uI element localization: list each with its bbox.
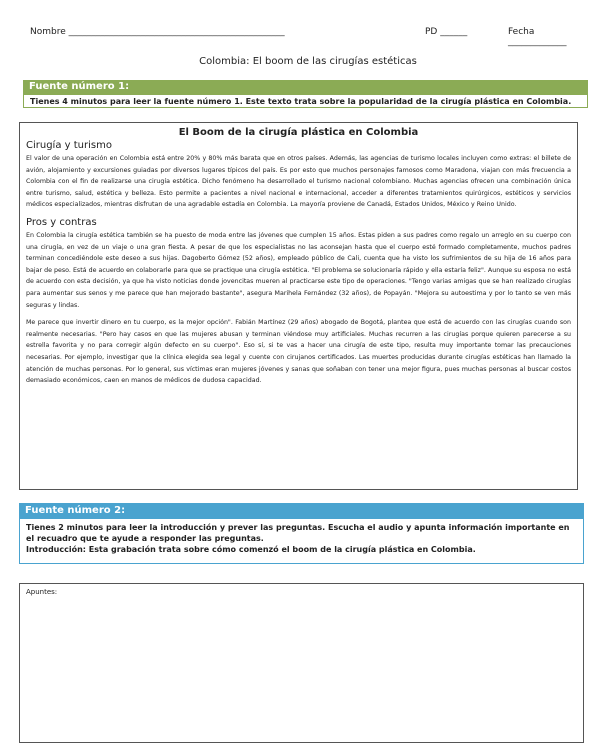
name-line: Nombre ________________________________________________: [30, 27, 285, 37]
notes-area[interactable]: [19, 583, 584, 743]
section1-text: El valor de una operación en Colombia está entre 20% y 80% más barata que en otros países. Además, las agencias de turismo locales incluyen como extras: el billete de avión, alojamiento y excursiones guiadas por diversos lugares típicos del país. Es por esto que muchos personajes famosos como Maradona, viajan con más frecuencia a Colombia con el fin de realizarse una cirugía estética. Dicho fenómeno ha desarrollado el turismo nacional colombiano. Muchas agencias ofrecen una combinación única entre turismo, salud, estética y belleza. Esto permite a pacientes a nivel nacional e internacional, acceder a diferentes tratamientos quirúrgicos, estéticos y servicios médicos especializados, mientras disfrutan de una agradable estadía en Colombia. La mayoría proviene de Canadá, Estados Unidos, México y Reino Unido.: [26, 155, 571, 209]
section2-text-continued: Me parece que invertir dinero en tu cuerpo, es la mejor opción". Fabián Martínez (29 años) abogado de Bogotá, plantea que está de acuerdo con las cirugías cuando son realmente necesarias. "Pero hay casos en que las mujeres abusan y terminan viéndose muy artificiales. Muchas recurren a las cirugías porque quieren parecerse a su estrella favorita y no para corregir algún defecto en su cuerpo". Eso sí, si te vas a hacer una cirugía de este tipo, resulta muy importante tomar las precauciones necesarias. Por ejemplo, investigar que la clínica elegida sea legal y cuente con cirujanos certificados. Las muertes producidas durante cirugías estéticas han llamado la atención de muchas personas. Por lo general, sus víctimas eran mujeres jóvenes y sanas que soñaban con tener una mejor figura, pues muchas personas al buscar costos demasiado económicos, caen en manos de médicos de dudosa capacidad.: [26, 319, 571, 385]
article-box: [19, 122, 578, 490]
source2-heading: Fuente número 2:: [19, 503, 584, 518]
section2-title: Pros y contras: [26, 216, 97, 228]
notes-label: Apuntes:: [26, 588, 58, 596]
section2-text: En Colombia la cirugía estética también se ha puesto de moda entre las jóvenes que cumplen 15 años. Estas piden a sus padres como regalo un arreglo en su cuerpo con una cirugía, en vez de un viaje o una gran fiesta. A pesar de que los especialistas no las aconsejan hasta que el cuerpo esté formado completamente, muchos padres terminan concediéndole este deseo a sus hijas. Dagoberto Gómez (52 años), empleado público de Cali, cuenta que ha visto los sufrimientos de su hija de 16 años para bajar de peso. Está de acuerdo en colaborarle para que se practique una cirugía estética. "El problema se solucionaría rápido y ella estaría feliz". Aunque su esposa no está de acuerdo con esta decisión, ya que ha visto noticias donde jovencitas mueren al practicarse este tipo de operaciones. "Tengo varias amigas que se han realizado cirugías para aumentar sus senos y me parece que han mejorado bastante", asegura Marihela Fernández (32 años), de Popayán. "Mejora su autoestima y por lo tanto se ven más seguras y lindas.: [26, 231, 571, 309]
source2-instruction: Tienes 2 minutos para leer la introducción y prever las preguntas. Escucha el audio y apunta información importante en el recuadro que te ayude a responder las preguntas.: [26, 523, 570, 543]
source2-intro: Introducción: Esta grabación trata sobre cómo comenzó el boom de la cirugía plástica en Colombia.: [26, 545, 476, 554]
section1-title: Cirugía y turismo: [26, 140, 112, 151]
article-title: El Boom de la cirugía plástica en Colombia: [178, 127, 419, 138]
date-line: Fecha _____________: [508, 27, 567, 47]
source1-heading: Fuente número 1:: [23, 80, 588, 94]
source2-instruction-box: [19, 518, 584, 564]
page-title: Colombia: El boom de las cirugías estéticas: [199, 56, 417, 67]
source1-instruction: Tienes 4 minutos para leer la fuente número 1. Este texto trata sobre la popularidad de la cirugía plástica en Colombia.: [23, 94, 588, 108]
student-header: [30, 27, 586, 47]
pd-line: PD ______: [425, 27, 468, 37]
